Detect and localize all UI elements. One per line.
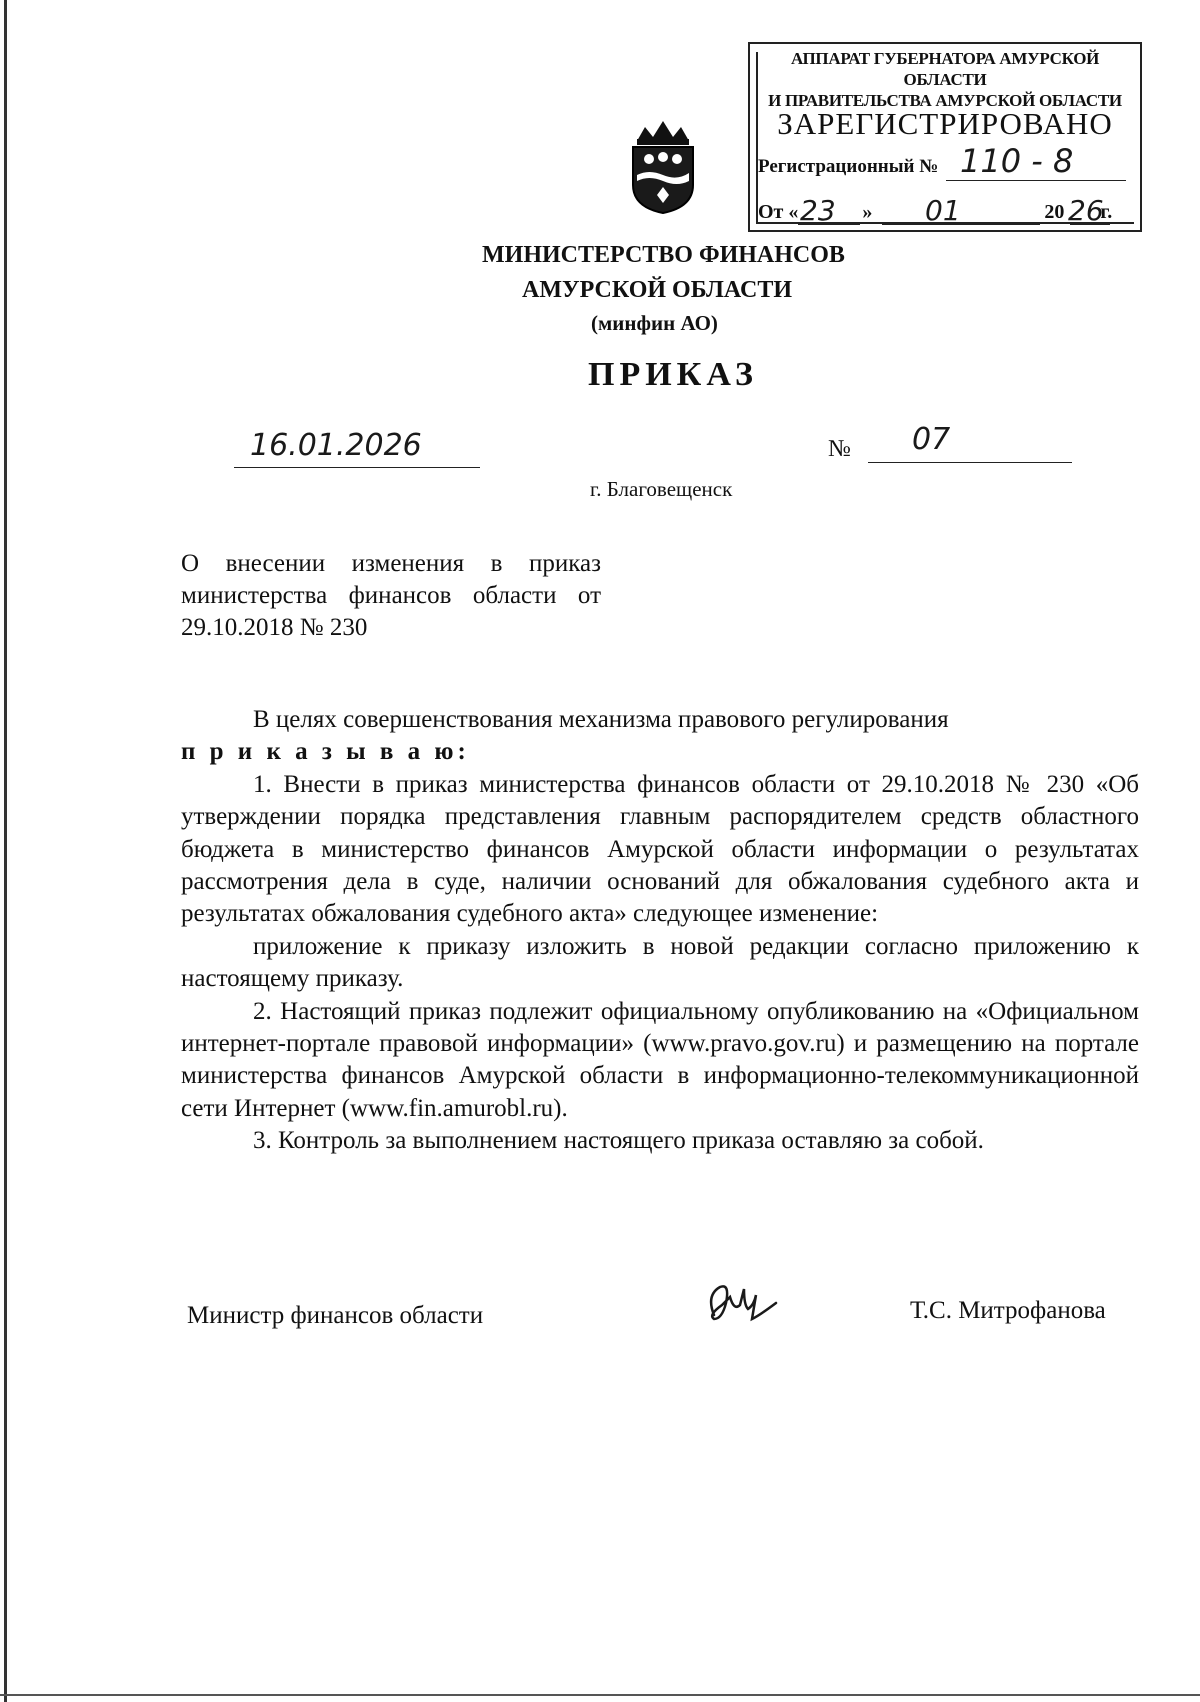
order-number-label: №: [828, 436, 851, 462]
body-item-1: 1. Внести в приказ министерства финансов области от 29.10.2018 № 230 «Об утверждении порядка представления главным распорядителем средств областного бюджета в министерство финансов Амурской области информации о результатах рассмотрения дела в суде, наличии оснований для обжалования судебного акта и результатах обжалования судебного акта» следующее изменение:: [181, 770, 1139, 928]
body-item-1-sub: приложение к приказу изложить в новой редакции согласно приложению к настоящему приказу.: [181, 932, 1139, 993]
order-subject: О внесении изменения в приказ министерства финансов области от 29.10.2018 № 230: [181, 550, 601, 641]
scan-edge-bottom: [0, 1694, 1200, 1696]
document-type-title: ПРИКАЗ: [588, 356, 758, 393]
ministry-name-line1: МИНИСТЕРСТВО ФИНАНСОВ: [482, 242, 845, 268]
stamp-day: 23: [800, 194, 836, 227]
stamp-organization: [760, 48, 1130, 111]
order-number: 07: [912, 422, 951, 457]
stamp-org-line1: АППАРАТ ГУБЕРНАТОРА АМУРСКОЙ ОБЛАСТИ: [790, 49, 1100, 89]
order-body: [181, 704, 1139, 1158]
stamp-reg-label: Регистрационный №: [758, 156, 939, 177]
stamp-year-mark: г.: [1100, 201, 1113, 223]
stamp-year-suffix: 26: [1068, 194, 1104, 227]
stamp-org-line2: И ПРАВИТЕЛЬСТВА АМУРСКОЙ ОБЛАСТИ: [768, 91, 1122, 110]
signer-position: Министр финансов области: [187, 1302, 484, 1329]
handwritten-signature: [700, 1275, 790, 1335]
order-city: г. Благовещенск: [590, 477, 733, 501]
order-number-underline: [868, 462, 1072, 463]
body-decree-word: п р и к а з ы в а ю:: [181, 738, 470, 766]
order-date-underline: [234, 467, 480, 468]
stamp-day-close: »: [862, 201, 873, 223]
body-item-3: 3. Контроль за выполнением настоящего приказа оставляю за собой.: [253, 1127, 984, 1155]
ministry-name-line2: АМУРСКОЙ ОБЛАСТИ: [522, 277, 792, 303]
stamp-year-prefix: 20: [1044, 201, 1065, 223]
signer-name: Т.С. Митрофанова: [910, 1297, 1106, 1324]
stamp-month-underline: [882, 224, 1040, 225]
stamp-reg-number: 110 - 8: [960, 142, 1074, 180]
order-date: 16.01.2026: [250, 428, 422, 463]
stamp-from-label: От «: [758, 201, 799, 223]
ministry-short-name: (минфин АО): [591, 311, 718, 335]
stamp-title: ЗАРЕГИСТРИРОВАНО: [777, 106, 1113, 141]
body-preamble: В целях совершенствования механизма правового регулирования: [253, 706, 949, 733]
body-item-2: 2. Настоящий приказ подлежит официальному опубликованию на «Официальном интернет-портале правовой информации» (www.pravo.gov.ru) и размещению на портале министерства финансов Амурской области в информационно-телекоммуникационной сети Интернет (www.fin.amurobl.ru).: [181, 997, 1139, 1122]
stamp-month: 01: [925, 194, 961, 227]
stamp-reg-underline: [946, 180, 1126, 181]
scan-edge-left: [4, 0, 7, 1702]
registration-stamp: [748, 42, 1142, 232]
coat-of-arms-emblem: [623, 115, 703, 215]
